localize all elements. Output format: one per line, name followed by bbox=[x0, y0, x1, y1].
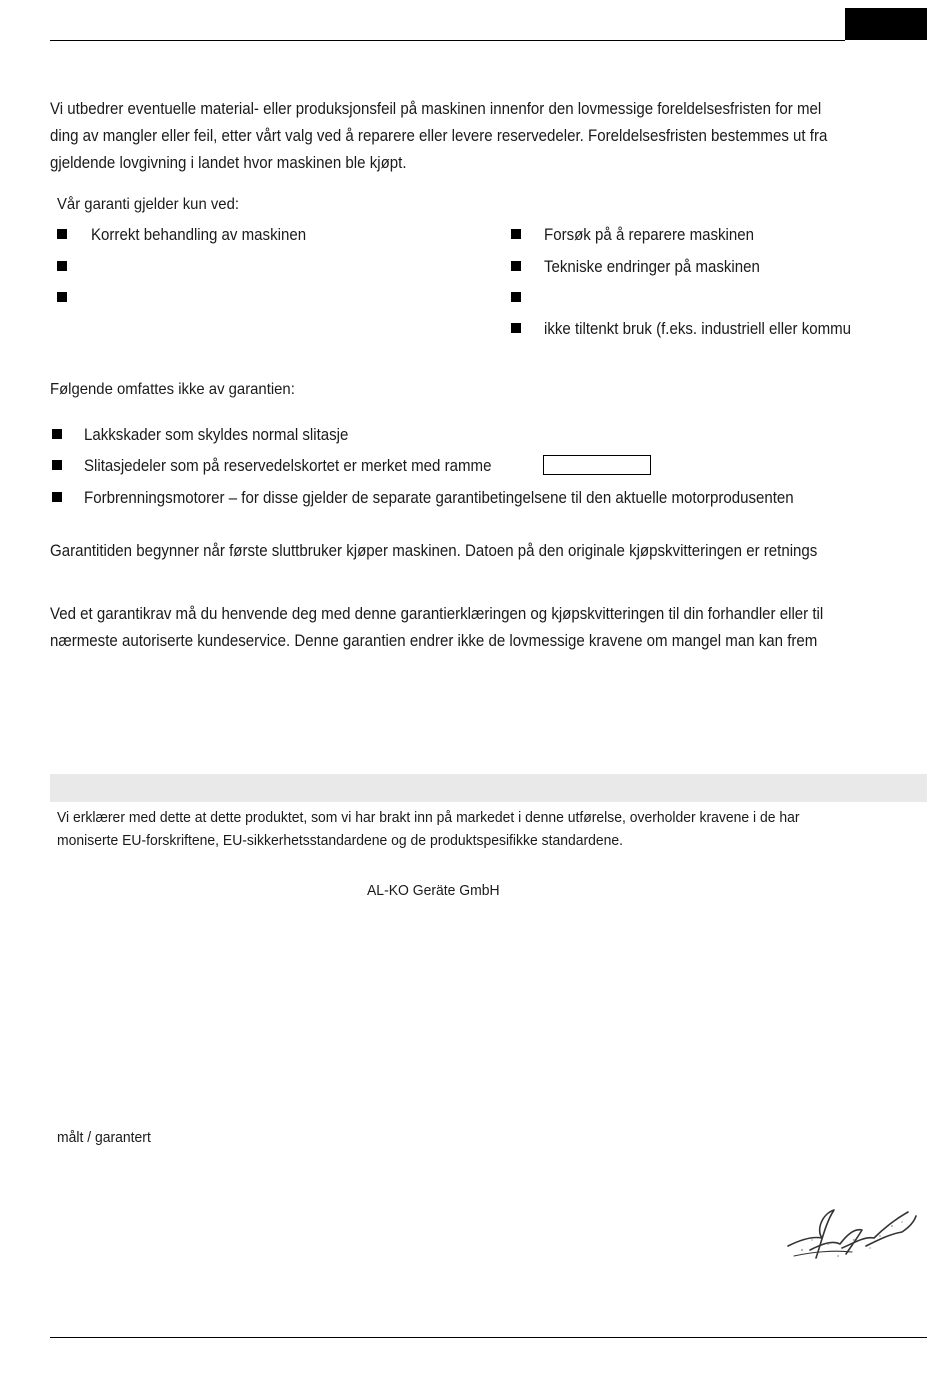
bullet-square-icon bbox=[57, 229, 67, 239]
warranty-start-text: Garantitiden begynner når første sluttbruker kjøper maskinen. Datoen på den originale kjøpskvitteringen er retnings bbox=[50, 542, 818, 560]
measured-guaranteed-label: målt / garantert bbox=[57, 1129, 151, 1146]
bullet-square-icon bbox=[52, 429, 62, 439]
warranty-intro bbox=[50, 96, 940, 177]
bullet-square-icon bbox=[57, 292, 67, 302]
intro-line: gjeldende lovgivning i landet hvor maskinen ble kjøpt. bbox=[50, 154, 407, 172]
bullet-square-icon bbox=[52, 492, 62, 502]
footer-rule bbox=[50, 1337, 927, 1338]
bullet-square-icon bbox=[57, 261, 67, 271]
excluded-heading: Følgende omfattes ikke av garantien: bbox=[50, 381, 295, 398]
header-rule bbox=[50, 40, 845, 41]
bullet-square-icon bbox=[52, 460, 62, 470]
intro-line: Vi utbedrer eventuelle material- eller produksjonsfeil på maskinen innenfor den lovmessige foreldelsesfristen for mel bbox=[50, 100, 822, 118]
page-number-tab bbox=[845, 8, 927, 40]
company-name: AL-KO Geräte GmbH bbox=[367, 882, 500, 899]
bullet-square-icon bbox=[511, 323, 521, 333]
declaration-text: Vi erklærer med dette at dette produktet, som vi har brakt inn på markedet i denne utførelse, overholder kravene i de har moniserte EU-forskriftene, EU-sikkerhetsstandardene og de produktspesifikke standardene. bbox=[57, 809, 800, 849]
wear-part-frame-symbol bbox=[543, 455, 651, 475]
valid-only-heading: Vår garanti gjelder kun ved: bbox=[57, 196, 239, 213]
bullet-square-icon bbox=[511, 229, 521, 239]
signature-image bbox=[782, 1200, 922, 1270]
bullet-square-icon bbox=[511, 292, 521, 302]
warranty-claim-text: Ved et garantikrav må du henvende deg med denne garantierklæringen og kjøpskvitteringen til din forhandler eller til nærmeste autoriserte kundeservice. Denne garantien endrer ikke de lovmessige kravene om mangel man kan frem bbox=[50, 605, 824, 650]
declaration-header-band bbox=[50, 774, 927, 802]
intro-line: ding av mangler eller feil, etter vårt valg ved å reparere eller levere reservedeler. Foreldelsesfristen bestemmes ut fra bbox=[50, 127, 828, 145]
bullet-square-icon bbox=[511, 261, 521, 271]
